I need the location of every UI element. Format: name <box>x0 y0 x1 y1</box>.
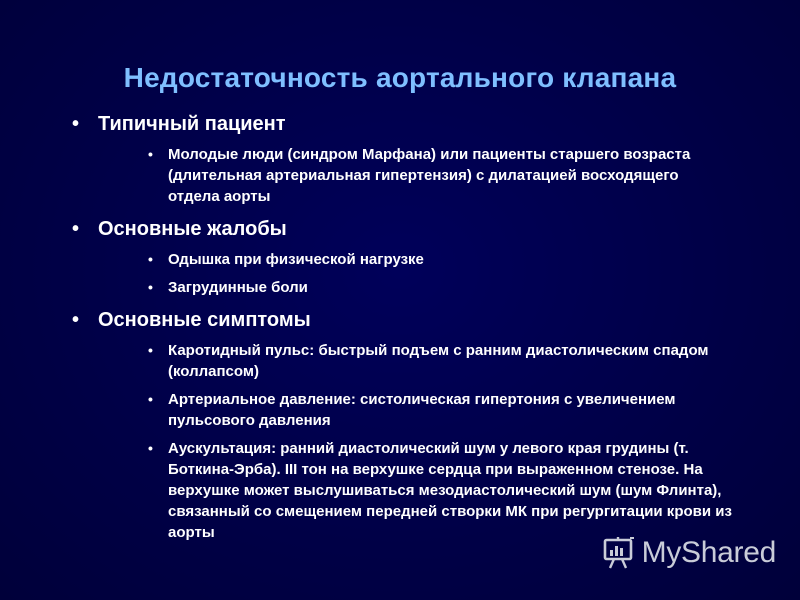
bullet-icon: • <box>148 440 153 456</box>
bullet-icon: • <box>72 218 80 240</box>
bullet-icon: • <box>72 113 80 135</box>
list-item <box>72 438 732 543</box>
bullet-icon: • <box>148 146 153 162</box>
section-main-symptoms <box>72 308 732 543</box>
bullet-icon: • <box>72 309 80 331</box>
list-item-text: Каротидный пульс: быстрый подъем с ранним диастолическим спадом (коллапсом) <box>168 342 709 380</box>
sub-list <box>72 249 732 298</box>
list-item-text: Загрудинные боли <box>168 279 308 296</box>
bullet-icon: • <box>148 251 153 267</box>
list-item <box>72 340 732 382</box>
sub-list <box>72 340 732 543</box>
bullet-icon: • <box>148 391 153 407</box>
list-item-text: Аускультация: ранний диастолический шум у левого края грудины (т. Боткина-Эрба). III тон на верхушке сердца при выраженном стенозе. На верхушке может выслушиваться мезодиастолический шум (шум Флинта), связанный со смещением передней створки МК при регургитации крови из аорты <box>168 440 732 541</box>
list-item <box>72 277 732 298</box>
myshared-watermark <box>602 536 776 570</box>
section-heading-text: Типичный пациент <box>98 113 286 135</box>
section-main-complaints <box>72 217 732 298</box>
section-typical-patient <box>72 112 732 207</box>
section-heading <box>72 308 732 332</box>
section-heading <box>72 112 732 136</box>
section-heading <box>72 217 732 241</box>
list-item-text: Артериальное давление: систолическая гипертония с увеличением пульсового давления <box>168 391 676 429</box>
bullet-icon: • <box>148 342 153 358</box>
slide-title: Недостаточность аортального клапана <box>123 62 677 93</box>
list-item <box>72 389 732 431</box>
section-heading-text: Основные жалобы <box>98 218 287 240</box>
list-item <box>72 249 732 270</box>
watermark-text: MyShared <box>641 536 776 569</box>
list-item-text: Молодые люди (синдром Марфана) или пациенты старшего возраста (длительная артериальная гипертензия) с дилатацией восходящего отдела аорты <box>168 146 691 205</box>
presentation-board-icon <box>602 537 636 569</box>
bullet-icon: • <box>148 279 153 295</box>
section-heading-text: Основные симптомы <box>98 309 311 331</box>
list-item <box>72 144 732 207</box>
list-item-text: Одышка при физической нагрузке <box>168 251 424 268</box>
slide-content <box>72 112 732 553</box>
sub-list <box>72 144 732 207</box>
